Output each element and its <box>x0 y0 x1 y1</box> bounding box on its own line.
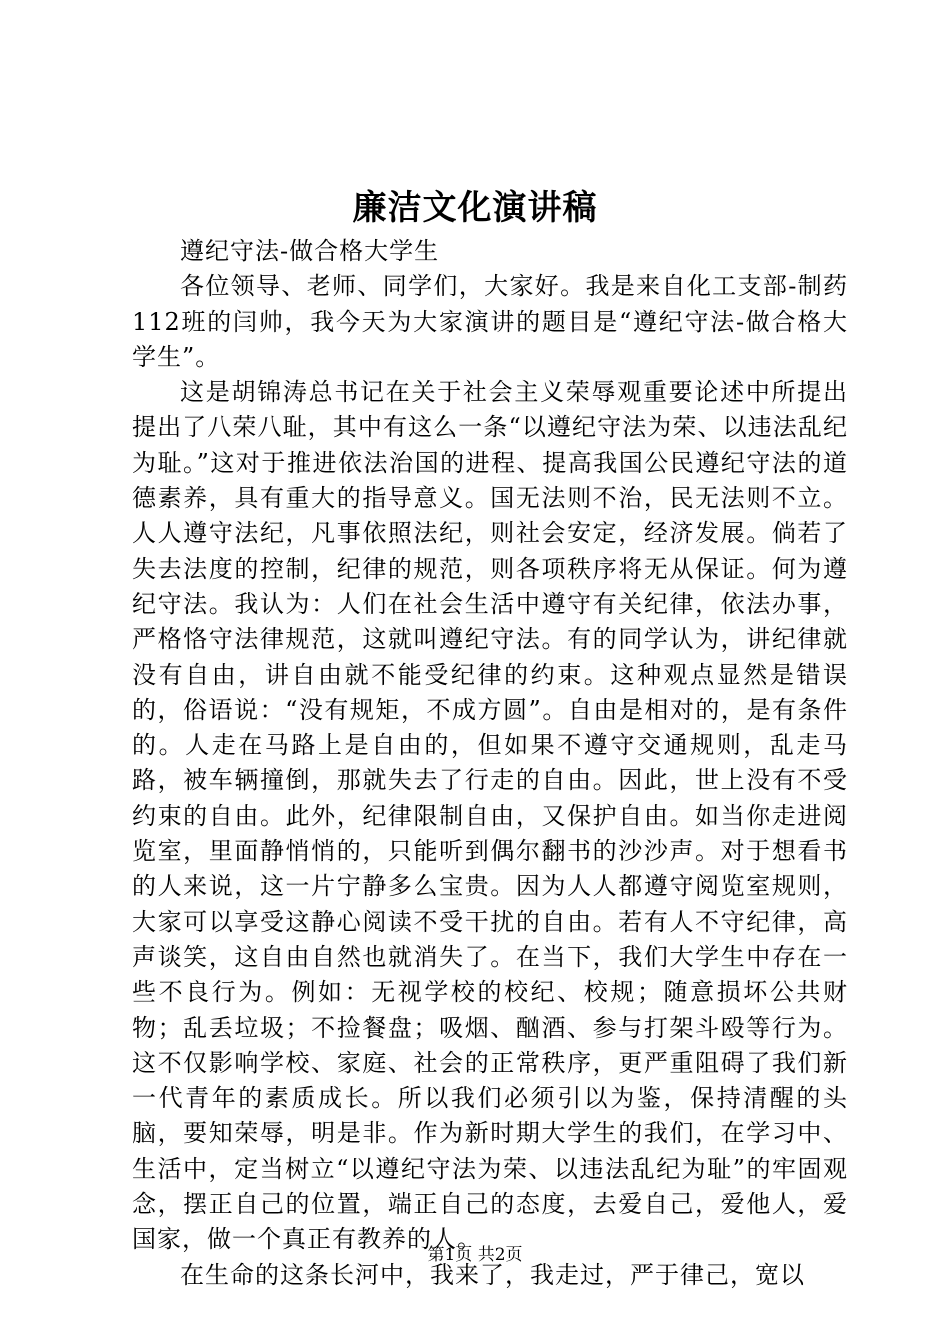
document-title: 廉洁文化演讲稿 <box>352 188 598 228</box>
greeting-paragraph: 各位领导、老师、同学们，大家好。我是来自化工支部-制药112班的闫帅，我今天为大家演讲的题目是“遵纪守法-做合格大学生”。 <box>132 272 848 371</box>
closing-paragraph: 在生命的这条长河中，我来了，我走过，严于律己，宽以 <box>180 1260 805 1289</box>
document-body <box>132 234 848 1293</box>
subtitle-paragraph: 遵纪守法-做合格大学生 <box>180 237 440 265</box>
main-paragraph: 这是胡锦涛总书记在关于社会主义荣辱观重要论述中所提出提出了八荣八耻，其中有这么一条“以遵纪守法为荣、以违法乱纪为耻。”这对于推进依法治国的进程、提高我国公民遵纪守法的道德素养，具有重大的指导意义。国无法则不治，民无法则不立。人人遵守法纪，凡事依照法纪，则社会安定，经济发展。倘若了失去法度的控制，纪律的规范，则各项秩序将无从保证。何为遵纪守法。我认为：人们在社会生活中遵守有关纪律，依法办事，严格恪守法律规范，这就叫遵纪守法。有的同学认为，讲纪律就没有自由，讲自由就不能受纪律的约束。这种观点显然是错误的，俗语说：“没有规矩，不成方圆”。自由是相对的，是有条件的。人走在马路上是自由的，但如果不遵守交通规则，乱走马路，被车辆撞倒，那就失去了行走的自由。因此，世上没有不受约束的自由。此外，纪律限制自由，又保护自由。如当你走进阅览室，里面静悄悄的，只能听到偶尔翻书的沙沙声。对于想看书的人来说，这一片宁静多么宝贵。因为人人都遵守阅览室规则，大家可以享受这静心阅读不受干扰的自由。若有人不守纪律，高声谈笑，这自由自然也就消失了。在当下，我们大学生中存在一些不良行为。例如：无视学校的校纪、校规；随意损坏公共财物；乱丢垃圾；不捡餐盘；吸烟、酗酒、参与打架斗殴等行为。这不仅影响学校、家庭、社会的正常秩序，更严重阻碍了我们新一代青年的素质成长。所以我们必须引以为鉴，保持清醒的头脑，要知荣辱，明是非。作为新时期大学生的我们，在学习中、生活中，定当树立“以遵纪守法为荣、以违法乱纪为耻”的牢固观念，摆正自己的位置，端正自己的态度，去爱自己，爱他人，爱国家，做一个真正有教养的人。 <box>132 378 848 1254</box>
page-footer: 第1页 共2页 <box>427 1245 523 1265</box>
